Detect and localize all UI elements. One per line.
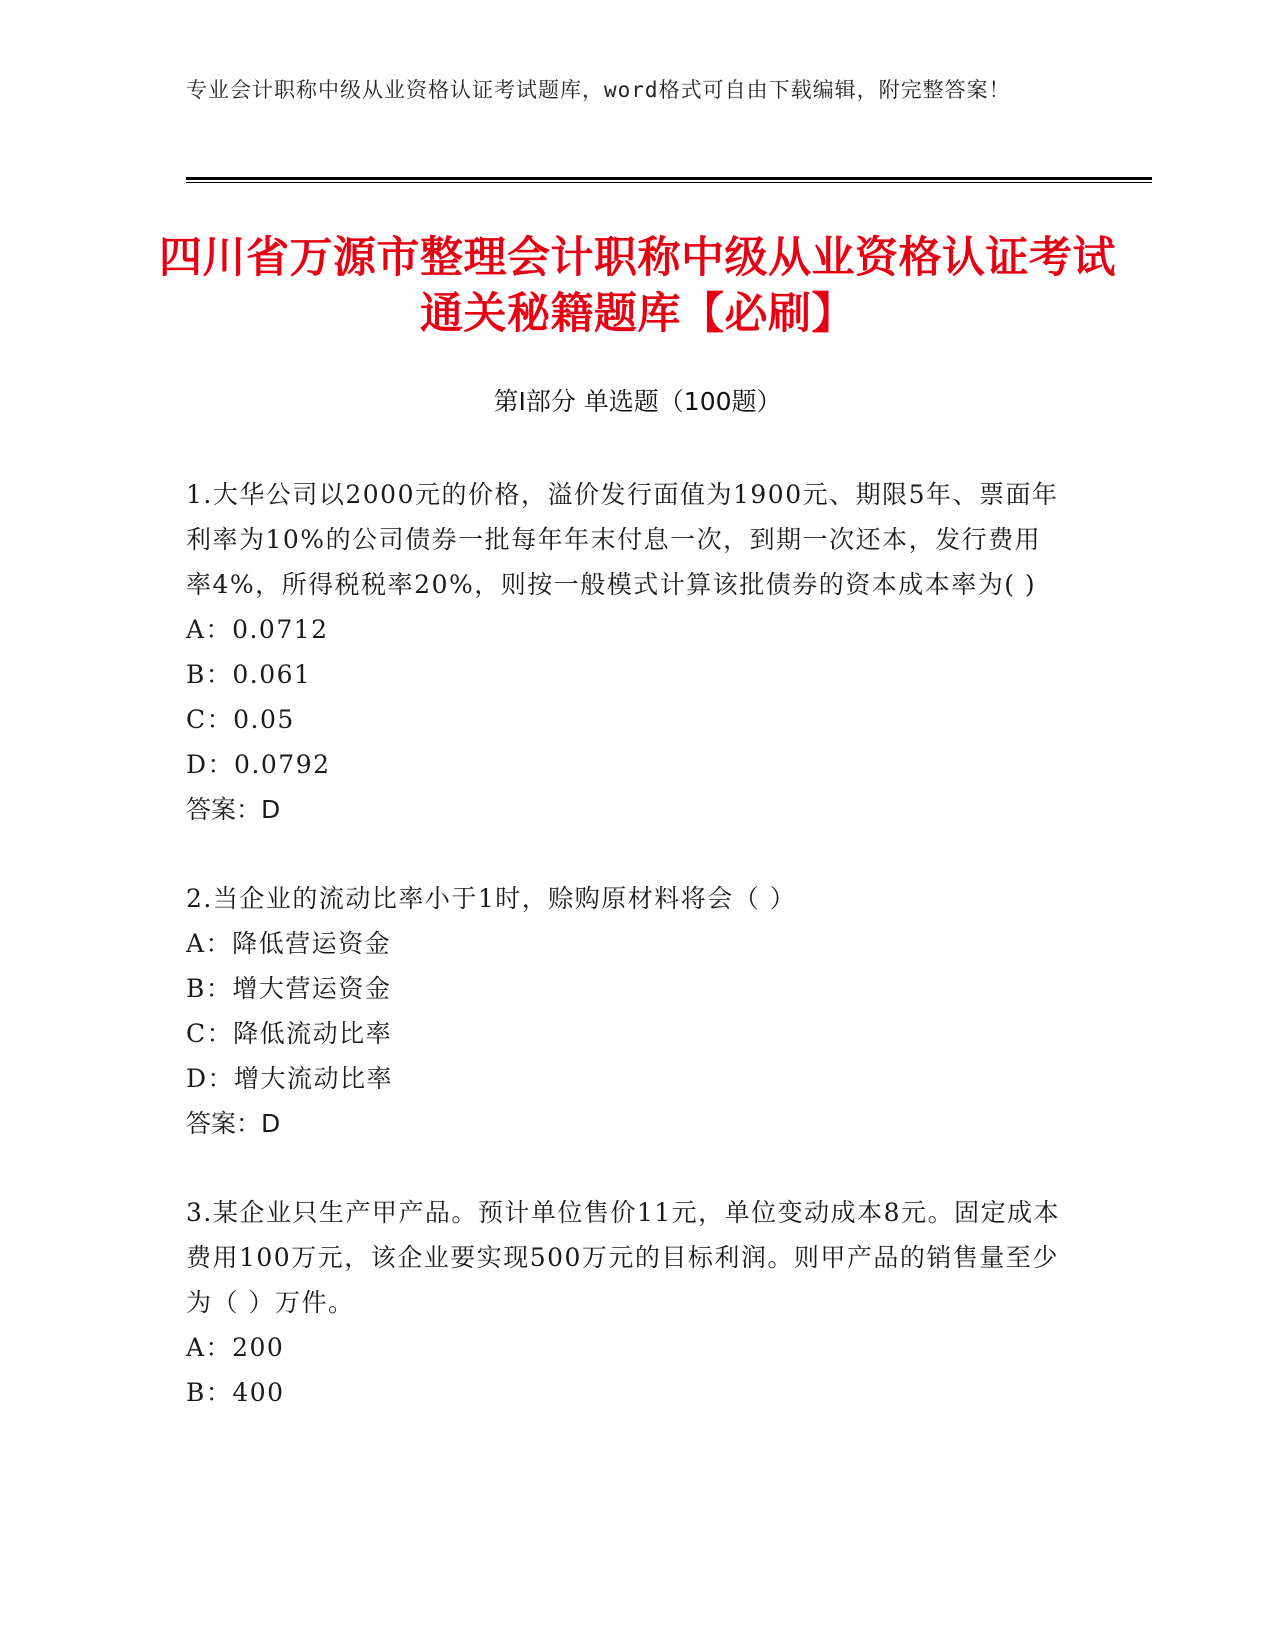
question-2 (186, 876, 1066, 1146)
option-text: 增大营运资金 (232, 974, 392, 1003)
option-a (186, 921, 1066, 966)
option-d (186, 742, 1066, 787)
answer: 答案：D (186, 795, 281, 824)
question-list (186, 472, 1066, 1459)
option-key: C： (186, 1019, 234, 1048)
question-stem: 1.大华公司以2000元的价格，溢价发行面值为1900元、期限5年、票面年利率为10%的公司债券一批每年年末付息一次，到期一次还本，发行费用率4%，所得税税率20%，则按一般模式计算该批债券的资本成本率为( ) (186, 480, 1059, 599)
header-note: 专业会计职称中级从业资格认证考试题库，word格式可自由下载编辑，附完整答案！ (186, 78, 1011, 102)
option-text: 0.0712 (232, 615, 329, 644)
option-c (186, 1011, 1066, 1056)
section-title: 第Ⅰ部分 单选题（100题） (493, 387, 782, 416)
option-key: D： (186, 750, 235, 779)
option-a (186, 1325, 1066, 1370)
option-text: 降低流动比率 (233, 1019, 393, 1048)
option-text: 降低营运资金 (232, 929, 392, 958)
option-key: B： (186, 974, 233, 1003)
option-text: 400 (232, 1378, 285, 1407)
option-text: 0.061 (232, 660, 312, 689)
document-title: 四川省万源市整理会计职称中级从业资格认证考试通关秘籍题库【必刷】 (159, 233, 1116, 339)
answer: 答案：D (186, 1109, 281, 1138)
option-a (186, 607, 1066, 652)
option-text: 0.05 (233, 705, 295, 734)
option-key: A： (186, 615, 233, 644)
option-key: A： (186, 929, 233, 958)
option-b (186, 966, 1066, 1011)
option-d (186, 1056, 1066, 1101)
option-key: B： (186, 660, 233, 689)
option-text: 0.0792 (234, 750, 331, 779)
question-3 (186, 1190, 1066, 1415)
option-b (186, 652, 1066, 697)
option-key: C： (186, 705, 234, 734)
question-stem: 3.某企业只生产甲产品。预计单位售价11元，单位变动成本8元。固定成本费用100万元，该企业要实现500万元的目标利润。则甲产品的销售量至少为（ ）万件。 (186, 1198, 1061, 1317)
header-divider-thick (186, 177, 1152, 180)
option-key: A： (186, 1333, 233, 1362)
option-key: B： (186, 1378, 233, 1407)
option-key: D： (186, 1064, 235, 1093)
option-text: 增大流动比率 (234, 1064, 394, 1093)
option-text: 200 (232, 1333, 285, 1362)
option-c (186, 697, 1066, 742)
option-b (186, 1370, 1066, 1415)
question-stem: 2.当企业的流动比率小于1时，赊购原材料将会（ ） (186, 884, 797, 913)
header-divider-thin (186, 182, 1152, 183)
question-1 (186, 472, 1066, 832)
